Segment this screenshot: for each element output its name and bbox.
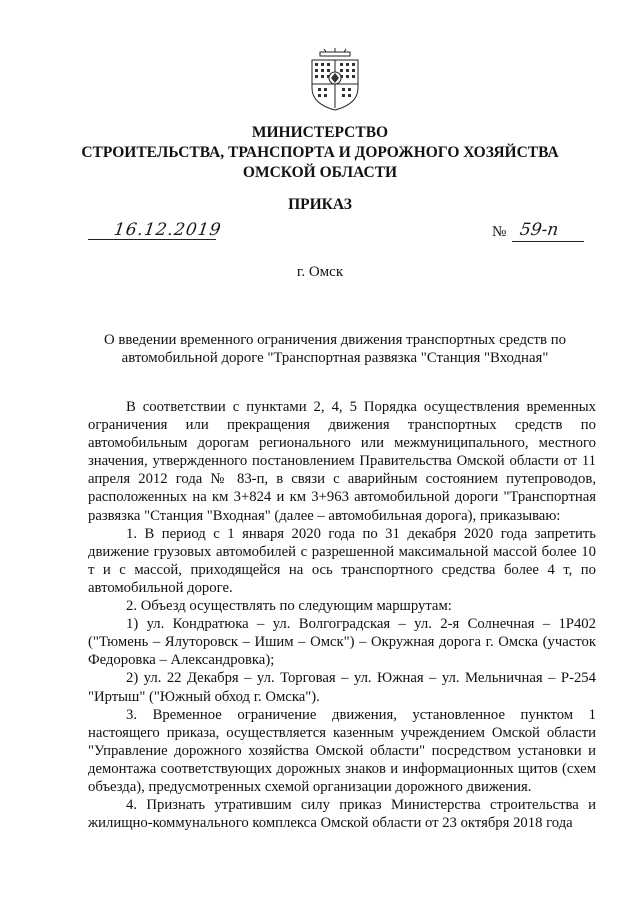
route-1-paragraph: 1) ул. Кондратюка – ул. Волгоградская – ул. 2-я Солнечная – 1Р402 ("Тюмень – Ялуторовск – Ишим – Омск") – Окружная дорога г. Омска (участок Федоровка – Александровка); (88, 616, 596, 669)
city-name: г. Омск (296, 264, 344, 280)
order-title: ПРИКАЗ (288, 196, 352, 213)
number-underline (512, 241, 584, 242)
order-date-handwritten: 16.12.2019 (112, 220, 223, 240)
item-3-paragraph: 3. Временное ограничение движения, установленное пунктом 1 настоящего приказа, осуществляется казенным учреждением Омской области "Управление дорожного хозяйства Омской области" посредством установки и демонтажа соответствующих дорожных знаков и информационных щитов (схем объезда), предусмотренных схемой организации дорожного движения. (88, 706, 596, 795)
item-4-paragraph: 4. Признать утратившим силу приказ Министерства строительства и жилищно-коммунального комплекса Омской области от 23 октября 2018 года (88, 797, 596, 832)
route-2-paragraph: 2) ул. 22 Декабря – ул. Торговая – ул. Южная – ул. Мельничная – Р-254 "Иртыш" ("Южный обход г. Омска"). (88, 670, 596, 705)
preamble-paragraph: В соответствии с пунктами 2, 4, 5 Порядка осуществления временных ограничения или прекращения движения транспортных средств по автомобильным дорогам регионального или межмуниципального, местного значения, утвержденного постановлением Правительства Омской области от 11 апреля 2012 года № 83-п, в связи с аварийным состоянием путепроводов, расположенных на км 3+824 и км 3+963 автомобильной дороги "Транспортная развязка "Станция "Входная" (далее – автомобильная дорога), приказываю: (88, 399, 596, 524)
item-1-paragraph: 1. В период с 1 января 2020 года по 31 декабря 2020 года запретить движение грузовых автомобилей с разрешенной максимальной массой более 10 т и с массой, приходящейся на ось транспортного средства более 4 т, по автомобильной дороге. (88, 525, 596, 596)
ministry-title-line-3: ОМСКОЙ ОБЛАСТИ (242, 164, 398, 181)
item-2-paragraph: 2. Объезд осуществлять по следующим маршрутам: (126, 598, 452, 615)
number-sign: № (492, 224, 507, 240)
ministry-title-line-1: МИНИСТЕРСТВО (251, 124, 389, 141)
order-number-field (492, 222, 592, 244)
order-subject: О введении временного ограничения движения транспортных средств по автомобильной дороге "Транспортная развязка "Станция "Входная" (103, 332, 567, 366)
order-number-handwritten: 59-п (518, 220, 560, 240)
ministry-title-line-2: СТРОИТЕЛЬСТВА, ТРАНСПОРТА И ДОРОЖНОГО ХОЗЯЙСТВА (81, 144, 559, 161)
date-underline (88, 239, 216, 240)
coat-of-arms-icon (306, 48, 364, 112)
order-body (88, 398, 596, 832)
order-date-field (88, 220, 223, 242)
